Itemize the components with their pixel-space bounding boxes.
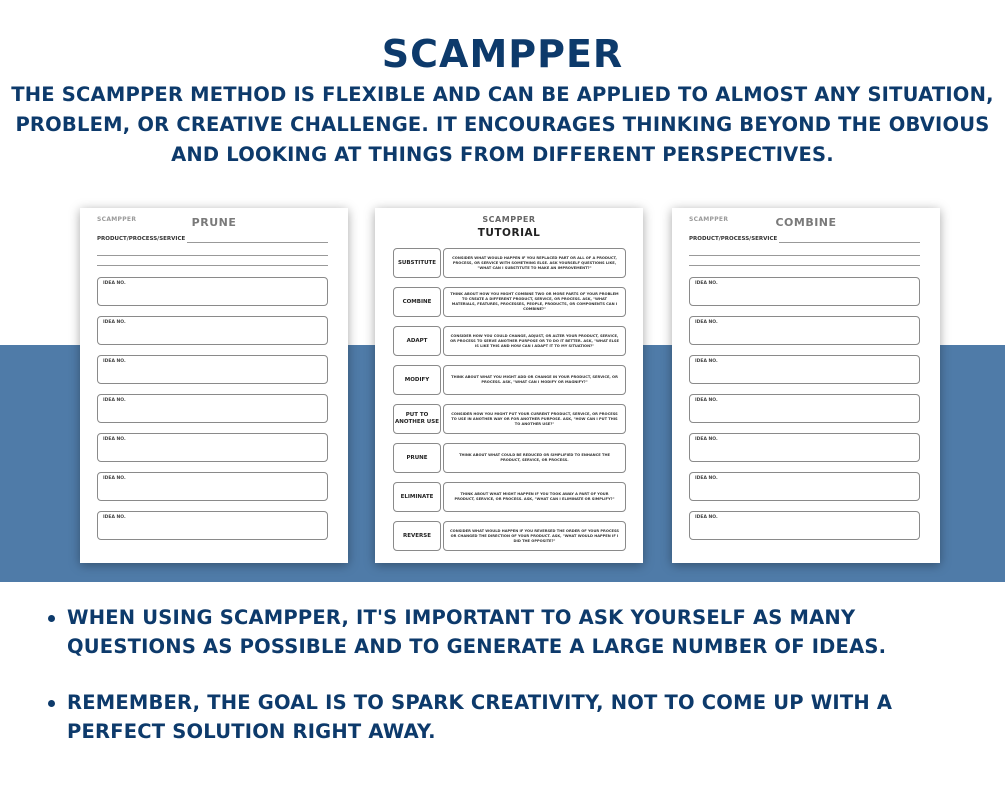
idea-box[interactable] <box>689 511 920 540</box>
prune-worksheet <box>80 208 348 563</box>
tutorial-description: THINK ABOUT HOW YOU MIGHT COMBINE TWO OR MORE PARTS OF YOUR PROBLEM TO CREATE A DIFFERENT PRODUCT, SERVICE, OR PROCESS. ASK, "WHAT MATERIALS, FEATURES, PROCESSES, PEOPLE, PRODUCTS, OR COMPONENTS CAN I COMBINE?" <box>443 287 626 317</box>
page-subtitle: THE SCAMPPER METHOD IS FLEXIBLE AND CAN BE APPLIED TO ALMOST ANY SITUATION, PROBLEM, OR CREATIVE CHALLENGE. IT ENCOURAGES THINKING BEYOND THE OBVIOUS AND LOOKING AT THINGS FROM DIFFERENT PERSPECTIVES. <box>11 83 994 166</box>
tutorial-label: MODIFY <box>393 365 441 395</box>
idea-label: IDEA NO. <box>103 476 126 481</box>
tips-list <box>48 603 988 746</box>
tutorial-row-adapt <box>393 326 626 356</box>
idea-box[interactable] <box>97 472 328 501</box>
idea-label: IDEA NO. <box>695 359 718 364</box>
idea-label: IDEA NO. <box>103 359 126 364</box>
tutorial-row-eliminate <box>393 482 626 512</box>
idea-label: IDEA NO. <box>695 281 718 286</box>
tip-item <box>48 603 988 661</box>
tutorial-worksheet <box>375 208 643 563</box>
idea-label: IDEA NO. <box>695 320 718 325</box>
tutorial-label: PRUNE <box>393 443 441 473</box>
tip-text: REMEMBER, THE GOAL IS TO SPARK CREATIVITY, NOT TO COME UP WITH A PERFECT SOLUTION RIGHT AWAY. <box>67 691 893 743</box>
tutorial-label: COMBINE <box>393 287 441 317</box>
tutorial-row-modify <box>393 365 626 395</box>
idea-box[interactable] <box>97 394 328 423</box>
product-line <box>97 265 328 266</box>
idea-label: IDEA NO. <box>103 281 126 286</box>
tutorial-label: REVERSE <box>393 521 441 551</box>
page-title: SCAMPPER <box>381 32 624 76</box>
product-line <box>689 255 920 256</box>
sheet-brand: SCAMPPER <box>689 216 729 223</box>
tutorial-description: CONSIDER HOW YOU MIGHT PUT YOUR CURRENT PRODUCT, SERVICE, OR PROCESS TO USE IN ANOTHER WAY OR FOR ANOTHER PURPOSE. ASK, "HOW CAN I PUT THIS TO ANOTHER USE?" <box>443 404 626 434</box>
tutorial-row-reverse <box>393 521 626 551</box>
tip-text: WHEN USING SCAMPPER, IT'S IMPORTANT TO ASK YOURSELF AS MANY QUESTIONS AS POSSIBLE AND TO GENERATE A LARGE NUMBER OF IDEAS. <box>67 606 887 658</box>
idea-box[interactable] <box>97 277 328 306</box>
idea-box[interactable] <box>97 316 328 345</box>
tutorial-row-prune <box>393 443 626 473</box>
sheet-brand: SCAMPPER <box>482 215 536 224</box>
tip-item <box>48 688 988 746</box>
idea-box[interactable] <box>97 355 328 384</box>
idea-box[interactable] <box>97 433 328 462</box>
idea-label: IDEA NO. <box>103 320 126 325</box>
idea-label: IDEA NO. <box>695 476 718 481</box>
tutorial-label: ADAPT <box>393 326 441 356</box>
idea-label: IDEA NO. <box>695 398 718 403</box>
product-label: PRODUCT/PROCESS/SERVICE <box>689 236 778 242</box>
tutorial-description: CONSIDER HOW YOU COULD CHANGE, ADJUST, OR ALTER YOUR PRODUCT, SERVICE, OR PROCESS TO SERVE ANOTHER PURPOSE OR TO DO IT BETTER. ASK, "WHAT ELSE IS LIKE THIS AND HOW CAN I ADAPT IT TO MY SITUATION?" <box>443 326 626 356</box>
idea-box[interactable] <box>689 355 920 384</box>
product-label: PRODUCT/PROCESS/SERVICE <box>97 236 186 242</box>
tutorial-row-put-to-another-use <box>393 404 626 434</box>
product-line <box>97 255 328 256</box>
combine-worksheet <box>672 208 940 563</box>
tutorial-description: CONSIDER WHAT WOULD HAPPEN IF YOU REVERSED THE ORDER OF YOUR PROCESS OR CHANGED THE DIRECTION OF YOUR PRODUCT. ASK, "WHAT WOULD HAPPEN IF I DID THE OPPOSITE?" <box>443 521 626 551</box>
tutorial-label: PUT TO ANOTHER USE <box>393 404 441 434</box>
tutorial-label: ELIMINATE <box>393 482 441 512</box>
sheet-brand: SCAMPPER <box>97 216 137 223</box>
idea-box[interactable] <box>689 277 920 306</box>
idea-box[interactable] <box>689 433 920 462</box>
idea-box[interactable] <box>689 472 920 501</box>
idea-label: IDEA NO. <box>695 437 718 442</box>
header <box>0 28 1005 170</box>
tutorial-row-substitute <box>393 248 626 278</box>
tutorial-label: SUBSTITUTE <box>393 248 441 278</box>
product-line <box>689 265 920 266</box>
tutorial-description: CONSIDER WHAT WOULD HAPPEN IF YOU REPLACED PART OR ALL OF A PRODUCT, PROCESS, OR SERVICE WITH SOMETHING ELSE. ASK YOURSELF QUESTIONS LIKE, "WHAT CAN I SUBSTITUTE TO MAKE AN IMPROVEMENT?" <box>443 248 626 278</box>
tutorial-description: THINK ABOUT WHAT COULD BE REDUCED OR SIMPLIFIED TO ENHANCE THE PRODUCT, SERVICE, OR PROCESS. <box>443 443 626 473</box>
tutorial-row-combine <box>393 287 626 317</box>
tutorial-description: THINK ABOUT WHAT MIGHT HAPPEN IF YOU TOOK AWAY A PART OF YOUR PRODUCT, SERVICE, OR PROCESS. ASK, "WHAT CAN I ELIMINATE OR SIMPLIFY?" <box>443 482 626 512</box>
sheet-title: TUTORIAL <box>477 227 541 239</box>
idea-label: IDEA NO. <box>695 515 718 520</box>
product-line <box>779 242 920 243</box>
idea-label: IDEA NO. <box>103 398 126 403</box>
idea-label: IDEA NO. <box>103 437 126 442</box>
product-line <box>187 242 328 243</box>
sheet-title: COMBINE <box>775 216 837 229</box>
idea-label: IDEA NO. <box>103 515 126 520</box>
idea-box[interactable] <box>689 394 920 423</box>
idea-box[interactable] <box>689 316 920 345</box>
tutorial-description: THINK ABOUT WHAT YOU MIGHT ADD OR CHANGE IN YOUR PRODUCT, SERVICE, OR PROCESS. ASK, "WHAT CAN I MODIFY OR MAGNIFY?" <box>443 365 626 395</box>
bullet-icon <box>48 700 55 707</box>
sheet-title: PRUNE <box>191 216 237 229</box>
idea-box[interactable] <box>97 511 328 540</box>
bullet-icon <box>48 615 55 622</box>
